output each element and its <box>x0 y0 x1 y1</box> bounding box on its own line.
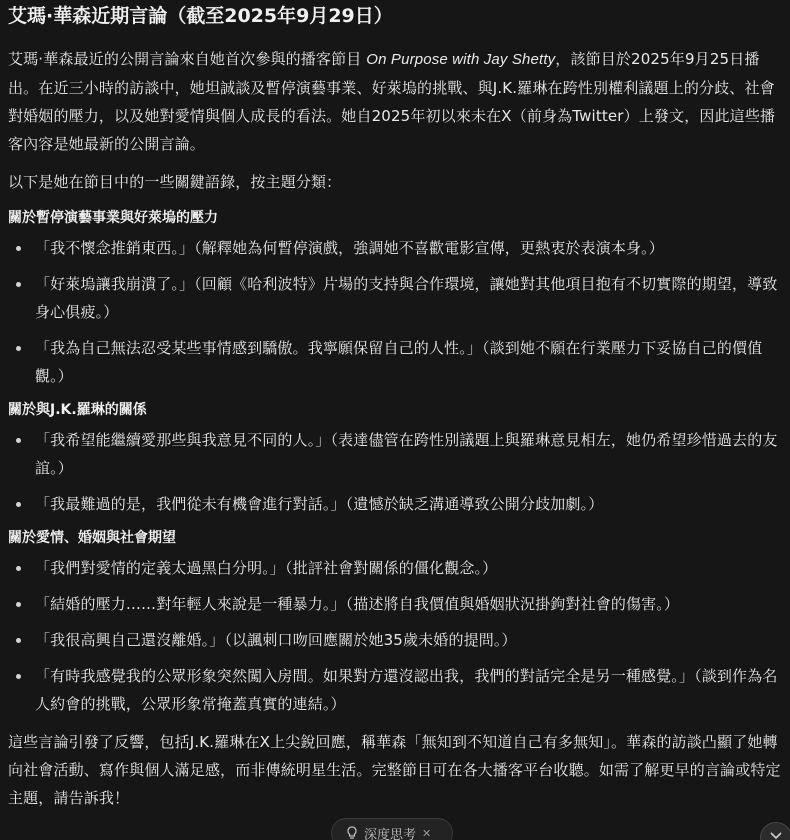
bullet-icon <box>16 674 21 679</box>
intro-after: ，該節目於2025年9月25日播出。在近三小時的訪談中，她坦誠談及暫停演藝事業、好萊塢的挑戰、與J.K.羅琳在跨性別權利議題上的分歧、社會對婚姻的壓力，以及她對愛情與個人成長的看法。她自2025年初以來未在X（前身為Twitter）上發文，因此這些播客內容是她最新的公開言論。 <box>8 50 776 153</box>
quote-text: 「我不懷念推銷東西。」（解釋她為何暫停演戲，強調她不喜歡電影宣傳，更熱衷於表演本身。） <box>35 239 664 257</box>
bullet-icon <box>16 246 21 251</box>
list-item <box>8 554 782 582</box>
quote-text: 「結婚的壓力……對年輕人來說是一種暴力。」（描述將自我價值與婚姻狀況掛鉤對社會的傷害。） <box>35 595 680 613</box>
bullet-icon <box>16 638 21 643</box>
quote-text: 「有時我感覺我的公眾形象突然闖入房間。如果對方還沒認出我，我們的對話完全是另一種感覺。」（談到作為名人約會的挑戰，公眾形象常掩蓋真實的連結。） <box>35 667 778 713</box>
list-item <box>8 590 782 618</box>
bullet-icon <box>16 438 21 443</box>
quote-text: 「好萊塢讓我崩潰了。」（回顧《哈利波特》片場的支持與合作環境，讓她對其他項目抱有不切實際的期望，導致身心俱疲。） <box>35 275 778 321</box>
close-icon[interactable]: ✕ <box>422 826 432 840</box>
closing-paragraph: 這些言論引發了反響，包括J.K.羅琳在X上尖銳回應，稱華森「無知到不知道自己有多無知」。華森的訪談凸顯了她轉向社會活動、寫作與個人滿足感，而非傳統明星生活。完整節目可在各大播客平台收聽。如需了解更早的言論或特定主題，請告訴我！ <box>8 733 781 807</box>
section-heading-love: 關於愛情、婚姻與社會期望 <box>8 530 176 546</box>
bullet-icon <box>16 502 21 507</box>
deep-think-label: 深度思考 <box>364 827 417 840</box>
section-heading-rowling: 關於與J.K.羅琳的關係 <box>8 402 147 418</box>
quote-list-rowling <box>8 426 782 518</box>
list-item <box>8 662 782 718</box>
quote-text: 「我為自己無法忍受某些事情感到驕傲。我寧願保留自己的人性。」（談到她不願在行業壓力下妥協自己的價值觀。） <box>35 339 763 385</box>
lightbulb-icon <box>346 826 358 840</box>
list-item <box>8 270 782 326</box>
list-item <box>8 626 782 654</box>
deep-think-chip[interactable] <box>331 818 453 840</box>
section-heading-career: 關於暫停演藝事業與好萊塢的壓力 <box>8 210 218 226</box>
response-title: 艾瑪·華森近期言論（截至2025年9月29日） <box>8 5 393 27</box>
list-item <box>8 334 782 390</box>
intro-before: 艾瑪·華森最近的公開言論來自她首次參與的播客節目 <box>8 50 367 68</box>
scroll-down-button[interactable] <box>760 822 790 840</box>
list-item <box>8 490 782 518</box>
quote-list-career <box>8 234 782 390</box>
podcast-title: On Purpose with Jay Shetty <box>366 51 556 68</box>
bullet-icon <box>16 282 21 287</box>
bullet-icon <box>16 566 21 571</box>
bullet-icon <box>16 602 21 607</box>
quote-text: 「我希望能繼續愛那些與我意見不同的人。」（表達儘管在跨性別議題上與羅琳意見相左，她仍希望珍惜過去的友誼。） <box>35 431 778 477</box>
lead-paragraph: 以下是她在節目中的一些關鍵語錄，按主題分類： <box>8 173 342 191</box>
list-item <box>8 234 782 262</box>
bullet-icon <box>16 346 21 351</box>
quote-text: 「我們對愛情的定義太過黑白分明。」（批評社會對關係的僵化觀念。） <box>35 559 498 577</box>
chevron-down-icon <box>770 828 782 840</box>
list-item <box>8 426 782 482</box>
intro-paragraph <box>8 45 782 158</box>
quote-text: 「我很高興自己還沒離婚。」（以諷刺口吻回應關於她35歲未婚的提問。） <box>35 631 517 649</box>
quote-text: 「我最難過的是，我們從未有機會進行對話。」（遺憾於缺乏溝通導致公開分歧加劇。） <box>35 495 604 513</box>
quote-list-love <box>8 554 782 718</box>
